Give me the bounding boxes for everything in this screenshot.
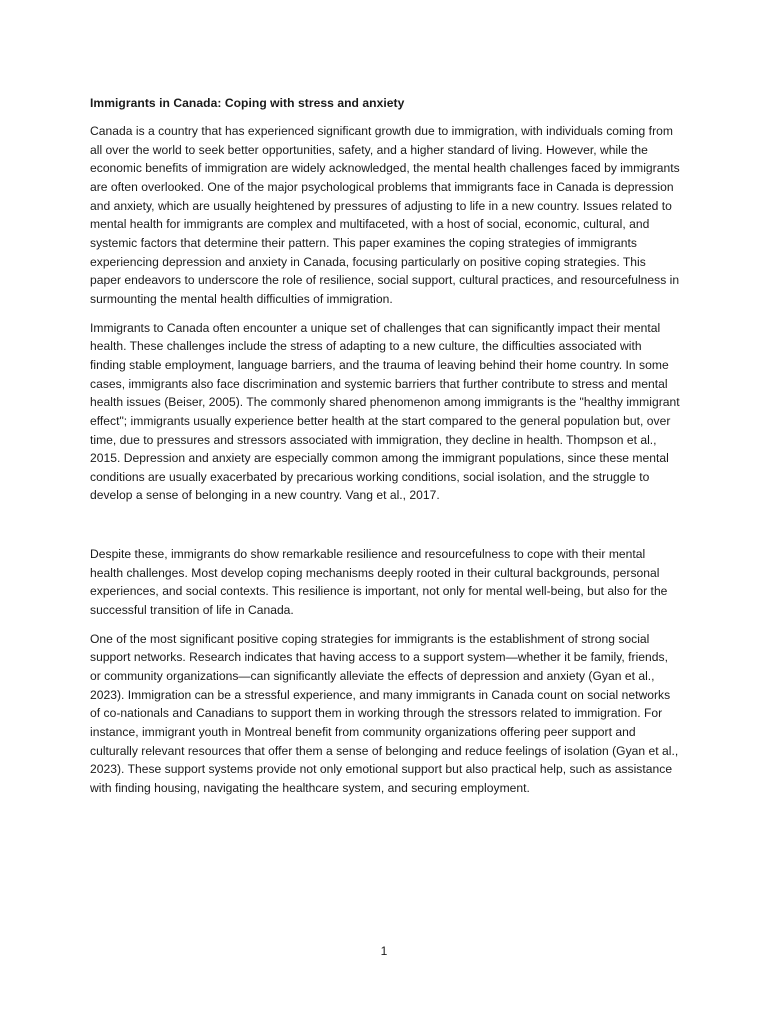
paragraph-introduction: Canada is a country that has experienced significant growth due to immigration, with individuals coming from all over the world to seek better opportunities, safety, and a higher standard of living. However, while the economic benefits of immigration are widely acknowledged, the mental health challenges faced by immigrants are often overlooked. One of the major psychological problems that immigrants face in Canada is depression and anxiety, which are usually heightened by pressures of adjusting to life in a new country. Issues related to mental health for immigrants are complex and multifaceted, with a host of social, economic, cultural, and systemic factors that determine their pattern. This paper examines the coping strategies of immigrants experiencing depression and anxiety in Canada, focusing particularly on positive coping strategies. This paper endeavors to underscore the role of resilience, social support, cultural practices, and resourcefulness in surmounting the mental health difficulties of immigration. <box>90 124 680 306</box>
page-number: 1 <box>380 944 388 958</box>
paragraph-social-support: One of the most significant positive coping strategies for immigrants is the establishment of strong social support networks. Research indicates that having access to a support system—whether it be family, friends, or community organizations—can significantly alleviate the effects of depression and anxiety (Gyan et al., 2023). Immigration can be a stressful experience, and many immigrants in Canada count on social networks of co-nationals and Canadians to support them in working through the stressors related to immigration. For instance, immigrant youth in Montreal benefit from community organizations offering peer support and culturally relevant resources that offer them a sense of belonging and reduce feelings of isolation (Gyan et al., 2023). These support systems provide not only emotional support but also practical help, such as assistance with finding housing, navigating the healthcare system, and securing employment. <box>90 631 679 795</box>
document-title: Immigrants in Canada: Coping with stress and anxiety <box>90 96 405 110</box>
paragraph-resilience: Despite these, immigrants do show remarkable resilience and resourcefulness to cope with their mental health challenges. Most develop coping mechanisms deeply rooted in their cultural backgrounds, personal experiences, and social contexts. This resilience is important, not only for mental well-being, but also for the successful transition of life in Canada. <box>90 547 668 618</box>
paragraph-challenges: Immigrants to Canada often encounter a unique set of challenges that can significantly impact their mental health. These challenges include the stress of adapting to a new culture, the difficulties associated with finding stable employment, language barriers, and the trauma of leaving behind their home country. In some cases, immigrants also face discrimination and systemic barriers that further contribute to stress and mental health issues (Beiser, 2005). The commonly shared phenomenon among immigrants is the "healthy immigrant effect"; immigrants usually experience better health at the start compared to the general population but, over time, due to pressures and stressors associated with immigration, they decline in health. Thompson et al., 2015. Depression and anxiety are especially common among the immigrant populations, since these mental conditions are usually exacerbated by precarious working conditions, social isolation, and the struggle to develop a sense of belonging in a new country. Vang et al., 2017. <box>90 320 680 503</box>
document-body <box>90 94 680 808</box>
blank-line <box>90 515 680 545</box>
